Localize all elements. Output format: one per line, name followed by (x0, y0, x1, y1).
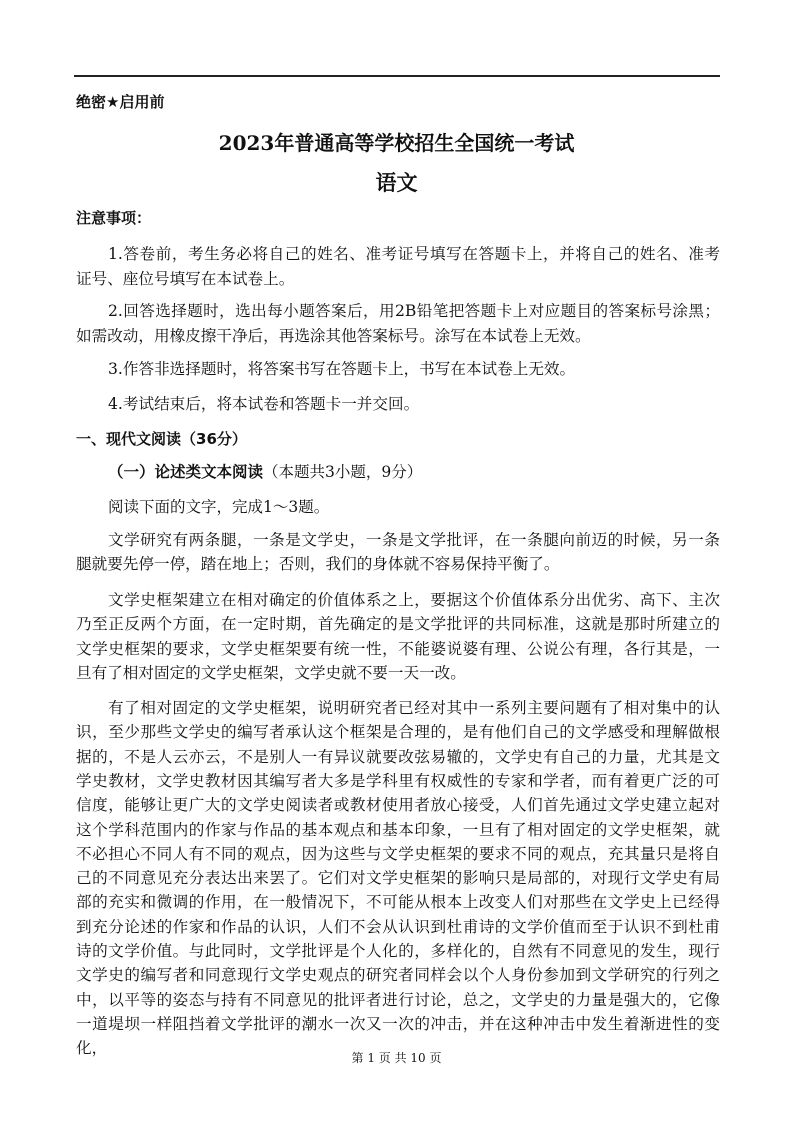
subsection-name: （一）论述类文本阅读 (108, 463, 264, 481)
paragraph-line: 中，以平等的姿态与持有不同意见的批评者进行讨论，总之，文学史的力量是强大的，它像 (76, 990, 720, 1009)
paragraph-line: 文学史框架的要求，文学史框架要有统一性，不能婆说婆有理、公说公有理，各行其是，一 (76, 639, 720, 658)
paragraph-line: 到充分论述的作家和作品的认识，人们不会从认识到杜甫诗的文学价值而至于认识不到杜甫 (76, 917, 720, 936)
paragraph-line: 一道堤坝一样阻挡着文学批评的潮水一次又一次的冲击，并在这种冲击中发生着渐进性的变 (76, 1014, 720, 1033)
notice-heading: 注意事项： (76, 209, 152, 227)
paragraph-line: 文学史的编写者和同意现行文学史观点的研究者同样会以个人身份参加到文学研究的行列之 (76, 966, 720, 985)
notice-item-line: 2.回答选择题时，选出每小题答案后，用2B铅笔把答题卡上对应题目的答案标号涂黑； (108, 302, 720, 320)
confidential-label: 绝密★启用前 (76, 93, 165, 111)
page-footer: 第 1 页 共 10 页 (351, 1051, 442, 1065)
paragraph-line: 旦有了相对固定的文学史框架，文学史就不要一天一改。 (76, 663, 466, 682)
notice-item-line: 1.答卷前，考生务必将自己的姓名、准考证号填写在答题卡上，并将自己的姓名、准考 (108, 245, 720, 263)
notice-item-line: 4.考试结束后，将本试卷和答题卡一并交回。 (108, 395, 420, 413)
subsection-note: （本题共3小题，9分） (263, 463, 423, 481)
notice-item-line: 证号、座位号填写在本试卷上。 (76, 269, 295, 288)
paragraph-line: 文学研究有两条腿，一条是文学史，一条是文学批评，在一条腿向前迈的时候，另一条 (108, 531, 720, 549)
paragraph-line: 文学史框架建立在相对确定的价值体系之上，要据这个价值体系分出优劣、高下、主次 (108, 591, 720, 609)
paragraph-line: 识，至少那些文学史的编写者承认这个框架是合理的，是有他们自己的文学感受和理解做根 (76, 723, 720, 742)
paragraph-line: 信度，能够让更广大的文学史阅读者或教材使用者放心接受，人们首先通过文学史建立起对 (76, 796, 720, 815)
paragraph-line: 部的充实和微调的作用，在一般情况下，不可能从根本上改变人们对那些在文学史上已经得 (76, 893, 720, 912)
paragraph-line: 腿就要先停一停，踏在地上；否则，我们的身体就不容易保持平衡了。 (76, 555, 560, 574)
paragraph-line: 不必担心不同人有不同的观点，因为这些与文学史框架的要求不同的观点，充其量只是将自 (76, 844, 720, 863)
paragraph-line: 己的不同意见充分表达出来罢了。它们对文学史框架的影响只是局部的，对现行文学史有局 (76, 869, 720, 888)
paragraph-line: 诗的文学价值。与此同时，文学批评是个人化的，多样化的，自然有不同意见的发生，现行 (76, 942, 720, 960)
notice-item-line: 如需改动，用橡皮擦干净后，再选涂其他答案标号。涂写在本试卷上无效。 (76, 326, 591, 345)
paragraph-line: 有了相对固定的文学史框架，说明研究者已经对其中一系列主要问题有了相对集中的认 (108, 699, 720, 717)
paragraph-line: 乃至正反两个方面，在一定时期，首先确定的是文学批评的共同标准，这就是那时所建立的 (76, 615, 720, 634)
header-rule (74, 75, 720, 77)
paragraph-line: 化， (76, 1039, 108, 1058)
subject-title: 语文 (375, 170, 418, 195)
notice-item-line: 3.作答非选择题时，将答案书写在答题卡上，书写在本试卷上无效。 (108, 360, 576, 378)
paragraph-line: 这个学科范围内的作家与作品的基本观点和基本印象，一旦有了相对固定的文学史框架，就 (76, 820, 720, 839)
paragraph-line: 学史教材，文学史教材因其编写者大多是学科里有权威性的专家和学者，而有着更广泛的可 (76, 771, 720, 790)
exam-title: 2023年普通高等学校招生全国统一考试 (218, 131, 575, 155)
subsection-title (108, 460, 422, 482)
paragraph-line: 据的，不是人云亦云，不是别人一有异议就要改弦易辙的，文学史有自己的力量，尤其是文 (76, 747, 720, 766)
reading-instruction: 阅读下面的文字，完成1～3题。 (108, 498, 330, 516)
section-title: 一、现代文阅读（36分） (76, 430, 247, 448)
